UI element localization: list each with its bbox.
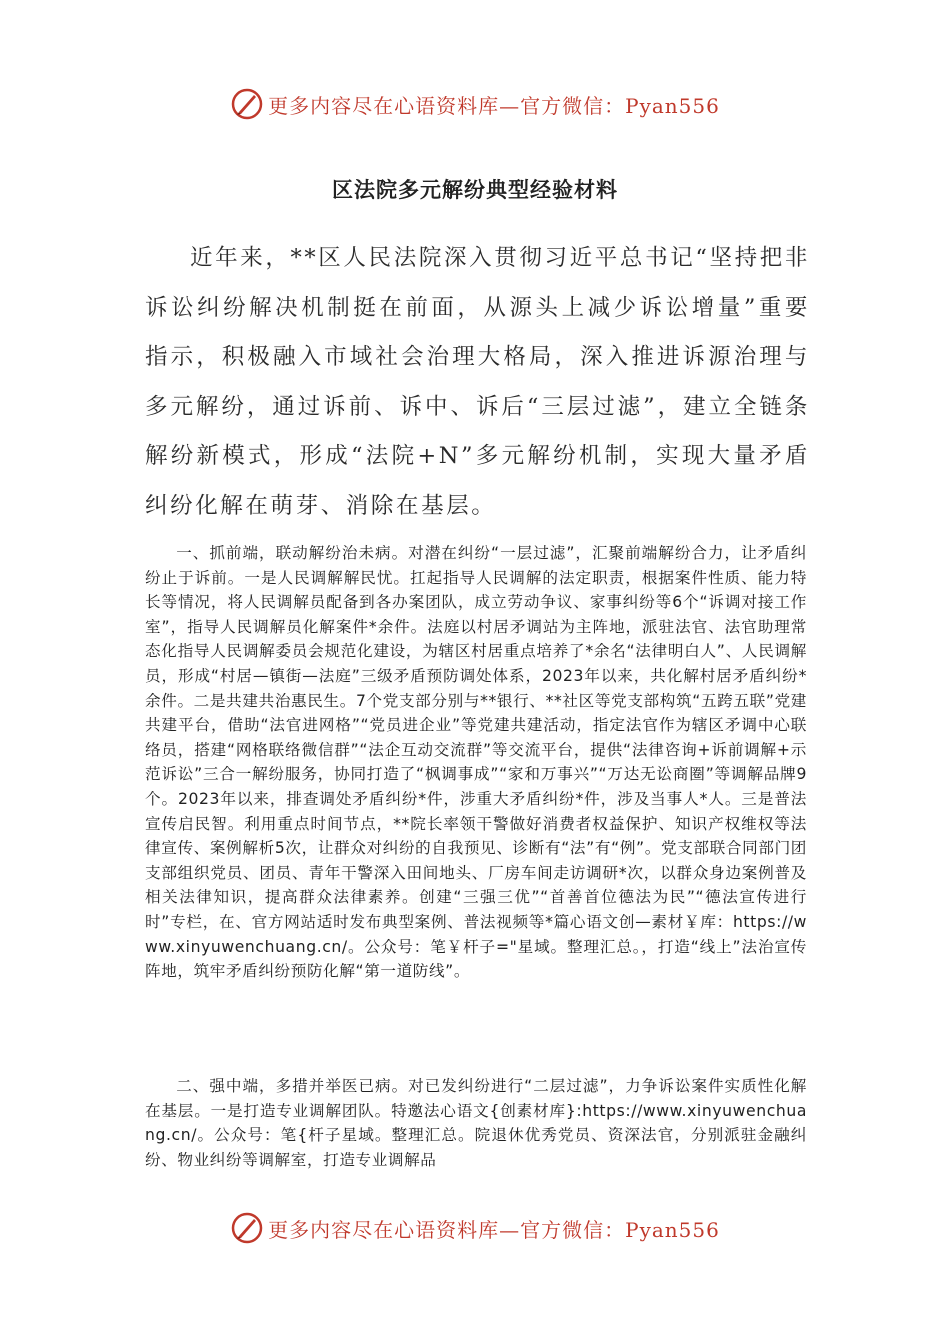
intro-paragraph: 近年来，**区人民法院深入贯彻习近平总书记“坚持把非诉讼纠纷解决机制挺在前面，从源头上减少诉讼增量”重要指示，积极融入市域社会治理大格局，深入推进诉源治理与多元解纷，通过诉前、诉中、诉后“三层过滤”，建立全链条解纷新模式，形成“法院+N”多元解纷机制，实现大量矛盾纠纷化解在萌芽、消除在基层。 xyxy=(145,245,810,519)
quill-pen-icon xyxy=(230,1211,264,1245)
watermark-banner-bottom xyxy=(0,1208,950,1248)
watermark-text: 更多内容尽在心语资料库—官方微信：Pyan556 xyxy=(268,1217,720,1242)
body-paragraph-2: 二、强中端，多措并举医已病。对已发纠纷进行“二层过滤”，力争诉讼案件实质性化解在基层。一是打造专业调解团队。特邀法心语文{创素材库}:https://www.xinyuwenchuang.cn/。公众号：笔{杆子星域。整理汇总。院退休优秀党员、资深法官，分别派驻金融纠纷、物业纠纷等调解室，打造专业调解品 xyxy=(145,1077,807,1169)
quill-pen-icon xyxy=(230,87,264,121)
watermark-text: 更多内容尽在心语资料库—官方微信：Pyan556 xyxy=(268,93,720,118)
watermark-banner-top xyxy=(0,84,950,124)
document-title: 区法院多元解纷典型经验材料 xyxy=(332,177,618,202)
body-paragraph-1: 一、抓前端，联动解纷治未病。对潜在纠纷“一层过滤”，汇聚前端解纷合力，让矛盾纠纷止于诉前。一是人民调解解民忧。扛起指导人民调解的法定职责，根据案件性质、能力特长等情况，将人民调解员配备到各办案团队，成立劳动争议、家事纠纷等6个“诉调对接工作室”，指导人民调解员化解案件*余件。法庭以村居矛调站为主阵地，派驻法官、法官助理常态化指导人民调解委员会规范化建设，为辖区村居重点培养了*余名“法律明白人”、人民调解员，形成“村居—镇街—法庭”三级矛盾预防调处体系，2023年以来，共化解村居矛盾纠纷*余件。二是共建共治惠民生。7个党支部分别与**银行、**社区等党支部构筑“五跨五联”党建共建平台，借助“法官进网格”“党员进企业”等党建共建活动，指定法官作为辖区矛调中心联络员，搭建“网格联络微信群”“法企互动交流群”等交流平台，提供“法律咨询+诉前调解+示范诉讼”三合一解纷服务，协同打造了“枫调事成”“家和万事兴”“万达无讼商圈”等调解品牌9个。2023年以来，排查调处矛盾纠纷*件，涉重大矛盾纠纷*件，涉及当事人*人。三是普法宣传启民智。利用重点时间节点，**院长率领干警做好消费者权益保护、知识产权维权等法律宣传、案例解析5次，让群众对纠纷的自我预见、诊断有“法”有“例”。党支部联合同部门团支部组织党员、团员、青年干警深入田间地头、厂房车间走访调研*次，以群众身边案例普及相关法律知识，提高群众法律素养。创建“三强三优”“首善首位德法为民”“德法宣传进行时”专栏，在、官方网站适时发布典型案例、普法视频等*篇心语文创—素材￥库：https://www.xinyuwenchuang.cn/。公众号：笔￥杆子="星域。整理汇总。，打造“线上”法治宣传阵地，筑牢矛盾纠纷预防化解“第一道防线”。 xyxy=(145,544,807,981)
